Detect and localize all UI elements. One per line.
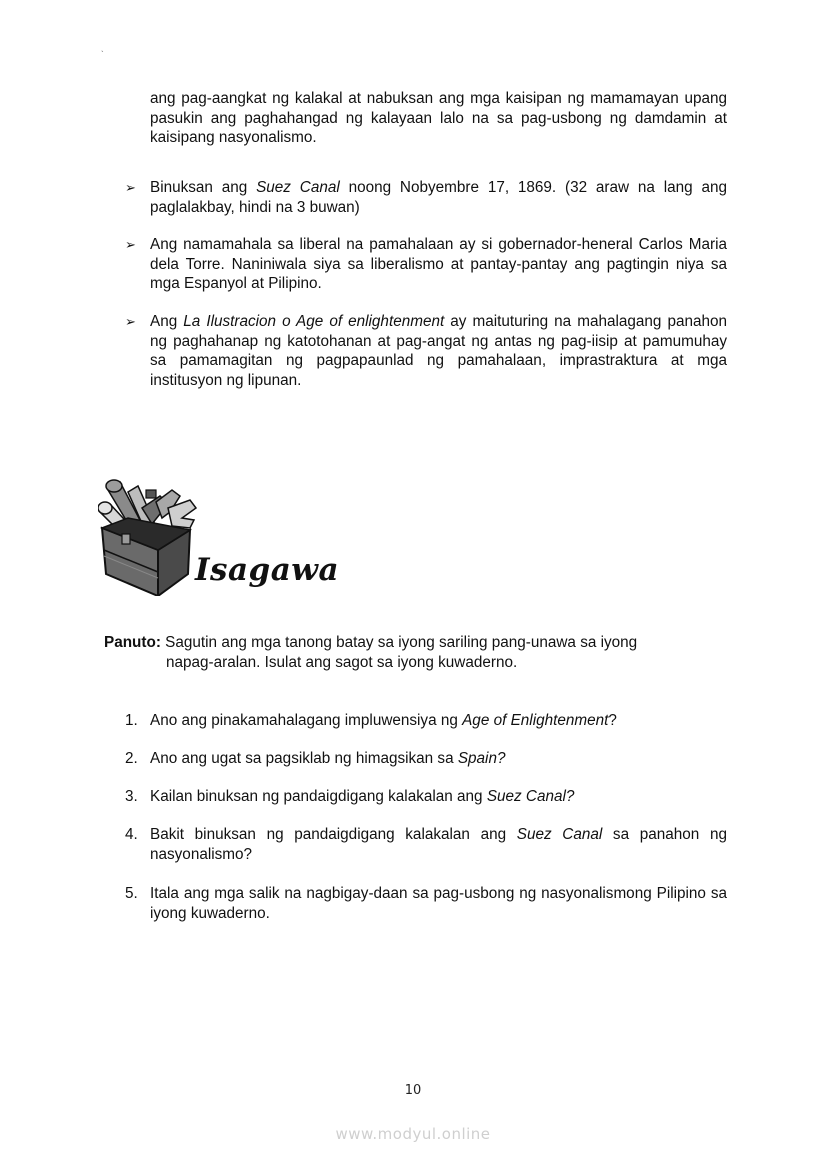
question-item [125,884,727,923]
instructions-label: Panuto: [104,634,161,651]
question-number: 1. [125,712,138,729]
question-item [125,749,727,769]
question-text: Itala ang mga salik na nagbigay-daan sa pag-usbong ng nasyonalismong Pilipino sa iyong kuwaderno. [150,885,727,922]
question-number: 4. [125,826,138,843]
intro-paragraph: ang pag-aangkat ng kalakal at nabuksan ang mga kaisipan ng mamamayan upang pasukin ang paghahangad ng kalayaan lalo na sa pag-usbong ng damdamin at kaisipang nasyonalismo. [150,90,727,146]
arrow-bullet-icon: ➢ [125,237,136,252]
question-item [125,825,727,864]
question-item [125,787,727,807]
stray-mark: ` [101,50,104,59]
question-number: 2. [125,750,138,767]
bullet-item [125,235,727,294]
bullet-text: Ang namamahala sa liberal na pamahalaan ay si gobernador-heneral Carlos Maria dela Torre. Naniniwala siya sa liberalismo at pantay-pantay ang pagtingin niya sa mga Espanyol at Pilipino. [150,236,727,292]
arrow-bullet-icon: ➢ [125,314,136,329]
watermark: www.modyul.online [335,1125,491,1143]
instructions [104,633,724,672]
section-title: Isagawa [195,552,340,588]
page-number: 10 [404,1083,422,1098]
question-text: Ano ang pinakamahalagang impluwensiya ng Age of Enlightenment? [150,712,617,729]
section-heading [98,478,398,598]
instructions-line2: napag-aralan. Isulat ang sagot sa iyong kuwaderno. [166,653,518,671]
question-text: Bakit binuksan ng pandaigdigang kalakalan ang Suez Canal sa panahon ng nasyonalismo? [150,826,727,863]
bullet-text: Ang La Ilustracion o Age of enlightenment ay maituturing na mahalagang panahon ng paghahanap ng katotohanan at pag-angat ng antas ng pag-iisip at pamumuhay sa pamamagitan ng pagpapaunlad ng pamahalaan, imprastraktura at mga institusyon ng lipunan. [150,313,728,389]
question-number: 5. [125,885,138,902]
bullet-text: Binuksan ang Suez Canal noong Nobyembre 17, 1869. (32 araw na lang ang paglalakbay, hindi na 3 buwan) [150,179,727,216]
question-text: Kailan binuksan ng pandaigdigang kalakalan ang Suez Canal? [150,788,575,805]
question-text: Ano ang ugat sa pagsiklab ng himagsikan sa Spain? [150,750,506,767]
bullet-item [125,312,727,390]
arrow-bullet-icon: ➢ [125,180,136,195]
bullet-item [125,178,727,217]
instructions-line1: Sagutin ang mga tanong batay sa iyong sariling pang-unawa sa iyong [160,634,638,651]
toolbox-icon [98,478,198,596]
question-item [125,711,727,731]
question-number: 3. [125,788,138,805]
